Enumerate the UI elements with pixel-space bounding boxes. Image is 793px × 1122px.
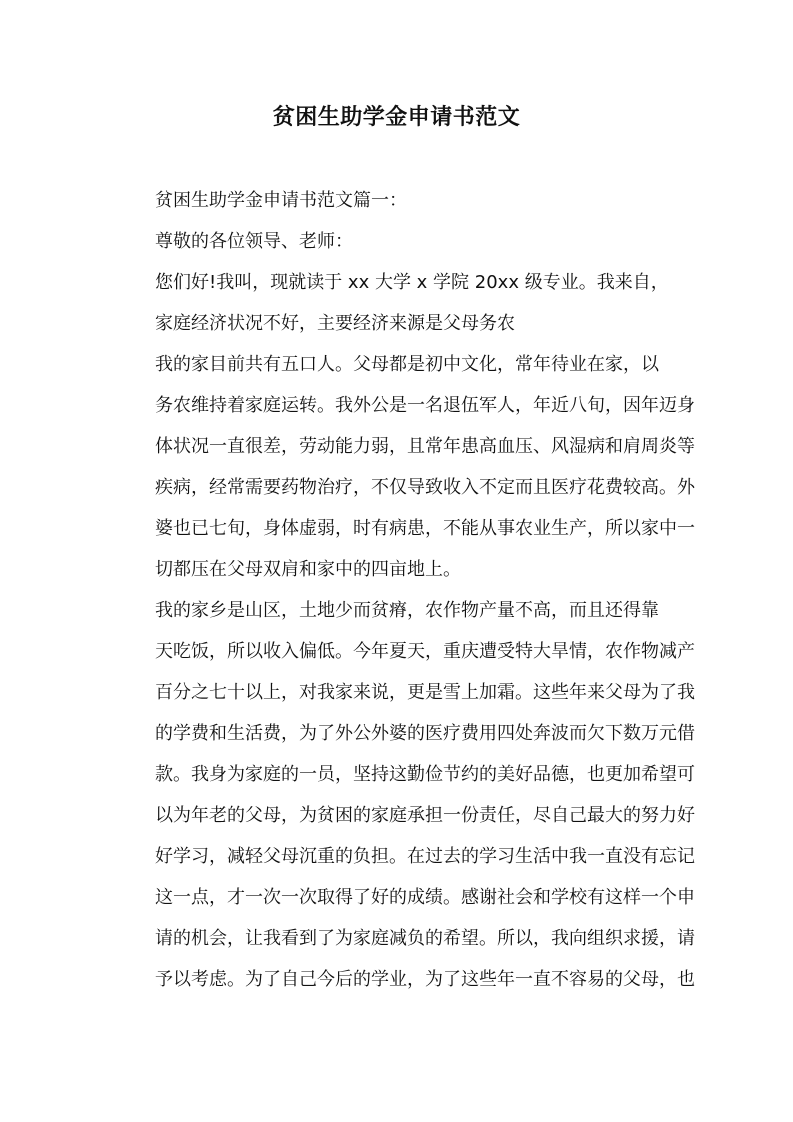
text-line: 尊敬的各位领导、老师： xyxy=(155,231,353,252)
text-line: 贫困生助学金申请书范文篇一： xyxy=(155,190,407,211)
text-line: 疾病，经常需要药物治疗，不仅导致收入不定而且医疗花费较高。外 xyxy=(155,477,695,498)
text-line: 的学费和生活费，为了外公外婆的医疗费用四处奔波而欠下数万元借 xyxy=(155,723,695,744)
text-line: 婆也已七旬，身体虚弱，时有病患，不能从事农业生产，所以家中一 xyxy=(155,518,695,539)
paragraph xyxy=(119,590,695,1000)
paragraph xyxy=(119,180,679,221)
text-line: 天吃饭，所以收入偏低。今年夏天，重庆遭受特大旱情，农作物减产 xyxy=(155,641,695,662)
text-line: 以为年老的父母，为贫困的家庭承担一份责任，尽自己最大的努力好 xyxy=(155,805,695,826)
paragraph xyxy=(119,344,695,590)
text-line: 好学习，减轻父母沉重的负担。在过去的学习生活中我一直没有忘记 xyxy=(155,846,695,867)
text-line: 请的机会，让我看到了为家庭减负的希望。所以，我向组织求援，请 xyxy=(155,928,695,949)
text-line: 切都压在父母双肩和家中的四亩地上。 xyxy=(155,559,461,580)
paragraph xyxy=(119,221,679,262)
text-line: 体状况一直很差，劳动能力弱，且常年患高血压、风湿病和肩周炎等 xyxy=(155,436,695,457)
text-line: 您们好!我叫，现就读于 xx 大学 x 学院 20xx 级专业。我来自， xyxy=(155,272,669,293)
text-line: 家庭经济状况不好，主要经济来源是父母务农 xyxy=(155,313,515,334)
text-line: 予以考虑。为了自己今后的学业，为了这些年一直不容易的父母，也 xyxy=(155,969,695,990)
document-title: 贫困生助学金申请书范文 xyxy=(272,105,521,130)
document-body xyxy=(119,180,695,1000)
text-line: 款。我身为家庭的一员，坚持这勤俭节约的美好品德，也更加希望可 xyxy=(155,764,695,785)
text-line: 我的家乡是山区，土地少而贫瘠，农作物产量不高，而且还得靠 xyxy=(155,600,659,621)
text-line: 我的家目前共有五口人。父母都是初中文化，常年待业在家，以 xyxy=(155,354,659,375)
text-line: 这一点，才一次一次取得了好的成绩。感谢社会和学校有这样一个申 xyxy=(155,887,695,908)
paragraph xyxy=(119,262,679,344)
text-line: 务农维持着家庭运转。我外公是一名退伍军人，年近八旬，因年迈身 xyxy=(155,395,695,416)
text-line: 百分之七十以上，对我家来说，更是雪上加霜。这些年来父母为了我 xyxy=(155,682,695,703)
